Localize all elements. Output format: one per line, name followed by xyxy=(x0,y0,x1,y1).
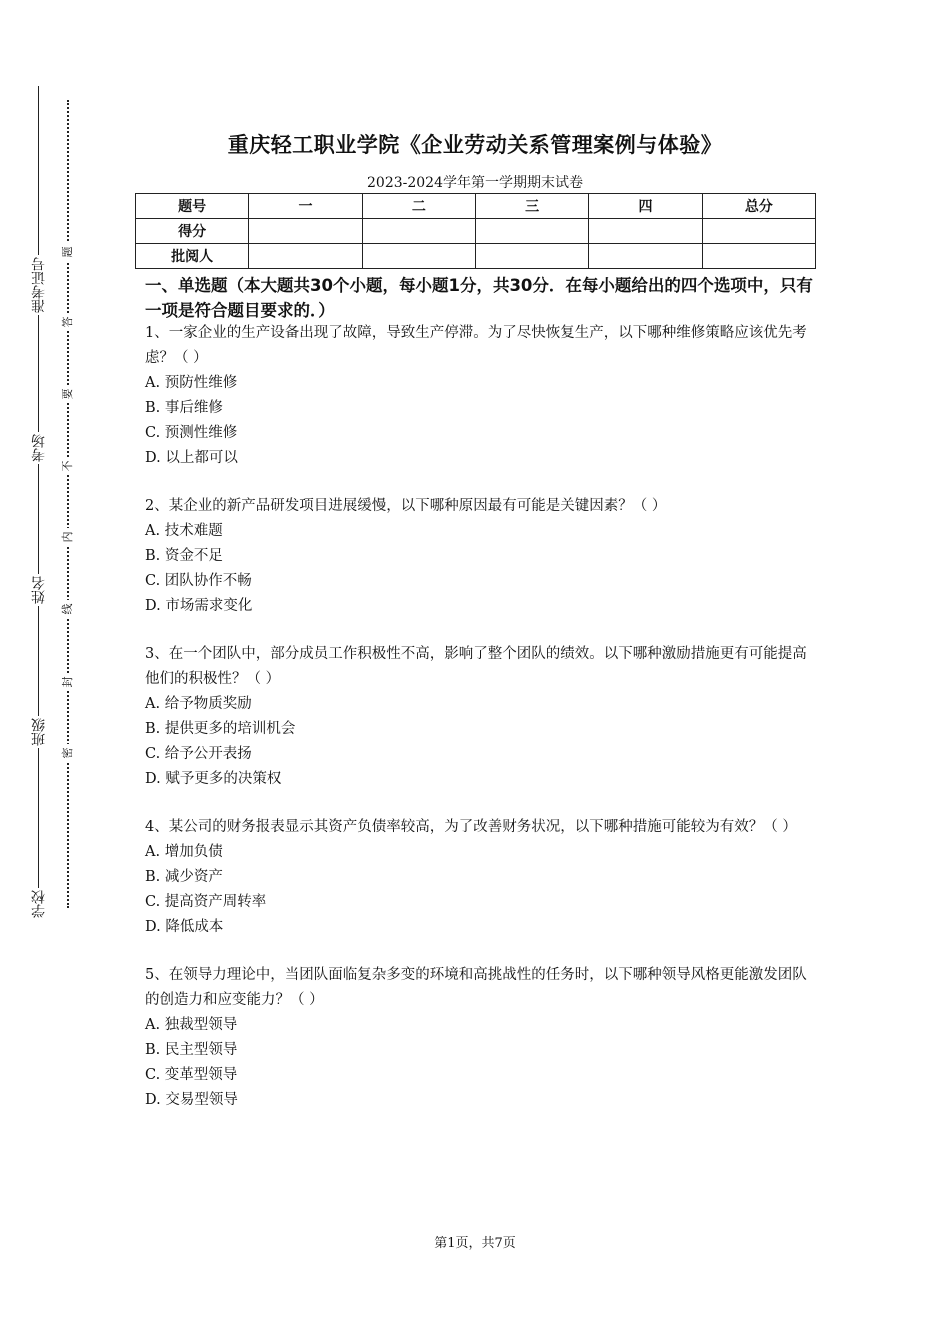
score-cell[interactable] xyxy=(475,219,588,244)
page-footer: 第1页，共7页 xyxy=(434,1236,516,1251)
score-cell[interactable] xyxy=(249,244,362,269)
score-cell[interactable] xyxy=(362,219,475,244)
seal-char: 内 xyxy=(61,528,75,546)
score-table xyxy=(135,193,816,269)
score-cell[interactable] xyxy=(702,219,815,244)
option-b: B. 提供更多的培训机会 xyxy=(145,721,296,737)
option-b: B. 事后维修 xyxy=(145,400,223,416)
question-4 xyxy=(145,815,815,940)
option-c: C. 给予公开表扬 xyxy=(145,746,252,762)
option-c: C. 变革型领导 xyxy=(145,1067,238,1083)
option-d: D. 赋予更多的决策权 xyxy=(145,771,282,787)
score-table-header: 四 xyxy=(589,194,702,219)
seal-char: 密 xyxy=(61,744,75,762)
option-d: D. 以上都可以 xyxy=(145,450,238,466)
seal-char: 线 xyxy=(61,600,75,618)
binding-margin xyxy=(0,0,120,1344)
field-exam-room: 考场 xyxy=(31,434,47,462)
question-1 xyxy=(145,321,815,471)
score-cell[interactable] xyxy=(702,244,815,269)
score-row-label: 得分 xyxy=(136,219,249,244)
option-a: A. 给予物质奖励 xyxy=(145,696,252,712)
score-cell[interactable] xyxy=(362,244,475,269)
option-b: B. 资金不足 xyxy=(145,548,223,564)
score-cell[interactable] xyxy=(589,219,702,244)
option-c: C. 提高资产周转率 xyxy=(145,894,267,910)
question-2 xyxy=(145,494,815,619)
score-table-header: 二 xyxy=(362,194,475,219)
question-stem: 1、一家企业的生产设备出现了故障，导致生产停滞。为了尽快恢复生产，以下哪种维修策略应该优先考虑？（ ） xyxy=(145,325,807,366)
score-cell[interactable] xyxy=(249,219,362,244)
score-table-row xyxy=(136,219,816,244)
option-d: D. 降低成本 xyxy=(145,919,224,935)
exam-title: 重庆轻工职业学院《企业劳动关系管理案例与体验》 xyxy=(227,133,723,157)
option-a: A. 技术难题 xyxy=(145,523,223,539)
question-stem: 3、在一个团队中，部分成员工作积极性不高，影响了整个团队的绩效。以下哪种激励措施更有可能提高他们的积极性？（ ） xyxy=(145,646,807,687)
option-a: A. 预防性维修 xyxy=(145,375,238,391)
score-cell[interactable] xyxy=(589,244,702,269)
question-stem: 5、在领导力理论中，当团队面临复杂多变的环境和高挑战性的任务时，以下哪种领导风格更能激发团队的创造力和应变能力？（ ） xyxy=(145,967,807,1008)
score-table-header: 题号 xyxy=(136,194,249,219)
option-a: A. 独裁型领导 xyxy=(145,1017,238,1033)
option-b: B. 减少资产 xyxy=(145,869,223,885)
field-class: 班级 xyxy=(31,718,47,746)
binding-dotted-line xyxy=(67,100,69,908)
question-3 xyxy=(145,642,815,792)
field-school: 学校 xyxy=(31,890,47,918)
score-table-header: 一 xyxy=(249,194,362,219)
question-stem: 4、某公司的财务报表显示其资产负债率较高，为了改善财务状况，以下哪种措施可能较为有效？（ ） xyxy=(145,819,797,835)
option-b: B. 民主型领导 xyxy=(145,1042,238,1058)
score-row-label: 批阅人 xyxy=(136,244,249,269)
exam-subtitle: 2023-2024学年第一学期期末试卷 xyxy=(367,175,583,191)
seal-char: 题 xyxy=(61,243,75,261)
score-table-row xyxy=(136,244,816,269)
score-table-header-row xyxy=(136,194,816,219)
question-list xyxy=(145,321,815,1136)
field-name: 姓名 xyxy=(31,576,47,604)
option-c: C. 团队协作不畅 xyxy=(145,573,252,589)
binding-solid-line xyxy=(38,86,39,916)
section-heading: 一、单选题（本大题共30个小题，每小题1分，共30分．在每小题给出的四个选项中，只有一项是符合题目要求的．） xyxy=(145,276,813,320)
score-table-header: 总分 xyxy=(702,194,815,219)
score-table-header: 三 xyxy=(475,194,588,219)
field-exam-number: 准考证号 xyxy=(31,257,47,313)
seal-char: 要 xyxy=(61,385,75,403)
seal-char: 封 xyxy=(61,673,75,691)
option-c: C. 预测性维修 xyxy=(145,425,238,441)
option-a: A. 增加负债 xyxy=(145,844,223,860)
seal-char: 不 xyxy=(61,457,75,475)
score-cell[interactable] xyxy=(475,244,588,269)
option-d: D. 市场需求变化 xyxy=(145,598,253,614)
seal-char: 答 xyxy=(61,313,75,331)
question-5 xyxy=(145,963,815,1113)
option-d: D. 交易型领导 xyxy=(145,1092,238,1108)
question-stem: 2、某企业的新产品研发项目进展缓慢，以下哪种原因最有可能是关键因素？（ ） xyxy=(145,498,667,514)
